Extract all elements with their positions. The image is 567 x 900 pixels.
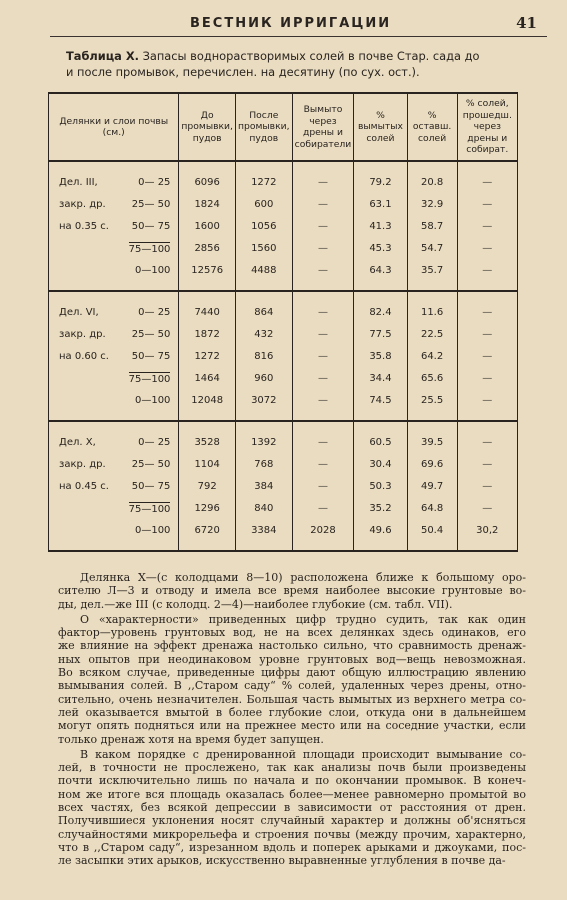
layer-range: 0—100 bbox=[134, 524, 171, 536]
table-row bbox=[49, 259, 518, 281]
drains-value: — bbox=[292, 171, 354, 193]
text-line: случайностями микрорельефа и строения почвы (между прочим, характерно, bbox=[58, 827, 526, 841]
before-value: 1824 bbox=[179, 193, 236, 215]
table-caption-line1: Запасы воднорастворимых солей в почве Стар. сада до bbox=[142, 49, 480, 63]
table-row bbox=[49, 323, 518, 345]
text-line: фактор—уровень грунтовых вод, не на всех делянках здесь одинаков, его bbox=[58, 626, 526, 640]
pct-drains-value: — bbox=[457, 259, 517, 281]
layer-range: 0—100 bbox=[134, 394, 171, 406]
paragraph-3 bbox=[58, 748, 526, 868]
before-value: 12048 bbox=[179, 389, 236, 411]
table-row bbox=[49, 497, 518, 519]
layer-range: 50— 75 bbox=[131, 350, 171, 362]
after-value: 1056 bbox=[235, 215, 292, 237]
drains-value: — bbox=[292, 323, 354, 345]
after-value: 432 bbox=[235, 323, 292, 345]
text-line: Делянка X—(с колодцами 8—10) расположена ближе к большому оро- bbox=[80, 571, 526, 584]
pct-left-value: 39.5 bbox=[407, 431, 457, 453]
pct-left-value: 64.2 bbox=[407, 345, 457, 367]
layer-range: 25— 50 bbox=[131, 328, 171, 340]
text-line: ды, дел.—же III (с колодц. 2—4)—наиболее глубокие (см. табл. VII). bbox=[58, 597, 453, 611]
drains-value: — bbox=[292, 259, 354, 281]
text-line: Получившиеся уклонения носят случайный характер и должны об'ясняться bbox=[58, 814, 526, 828]
layer-range: 75—100 bbox=[128, 373, 171, 385]
after-value: 3072 bbox=[235, 389, 292, 411]
layer-range: 0— 25 bbox=[138, 436, 171, 448]
col-header-washed-drains: Вымыто через дрены и собиратели bbox=[292, 93, 354, 161]
table-row bbox=[49, 453, 518, 475]
paragraph-1 bbox=[58, 571, 526, 611]
before-value: 6096 bbox=[179, 171, 236, 193]
before-value: 1104 bbox=[179, 453, 236, 475]
group-separator bbox=[49, 541, 518, 551]
pct-drains-value: — bbox=[457, 301, 517, 323]
text-line: могут опять подняться или на прежнее место или на соседние участки, если bbox=[58, 719, 526, 733]
plot-label bbox=[49, 389, 116, 411]
plot-label bbox=[49, 519, 116, 541]
journal-title: ВЕСТНИК ИРРИГАЦИИ bbox=[190, 16, 392, 31]
group-separator bbox=[49, 281, 518, 291]
pct-left-value: 25.5 bbox=[407, 389, 457, 411]
pct-drains-value: — bbox=[457, 323, 517, 345]
pct-drains-value: — bbox=[457, 215, 517, 237]
pct-left-value: 20.8 bbox=[407, 171, 457, 193]
after-value: 3384 bbox=[235, 519, 292, 541]
table-row bbox=[49, 519, 518, 541]
pct-drains-value: — bbox=[457, 367, 517, 389]
before-value: 1872 bbox=[179, 323, 236, 345]
plot-label: закр. др. bbox=[49, 193, 116, 215]
pct-washed-value: 41.3 bbox=[354, 215, 407, 237]
pct-washed-value: 49.6 bbox=[354, 519, 407, 541]
before-value: 12576 bbox=[179, 259, 236, 281]
drains-value: — bbox=[292, 193, 354, 215]
after-value: 840 bbox=[235, 497, 292, 519]
page-number: 41 bbox=[516, 14, 537, 32]
pct-left-value: 64.8 bbox=[407, 497, 457, 519]
after-value: 1272 bbox=[235, 171, 292, 193]
pct-left-value: 50.4 bbox=[407, 519, 457, 541]
table-row bbox=[49, 475, 518, 497]
drains-value: — bbox=[292, 475, 354, 497]
table-caption bbox=[66, 48, 536, 80]
before-value: 6720 bbox=[179, 519, 236, 541]
text-line: только дренаж хотя на время будет запущен. bbox=[58, 732, 324, 746]
plot-label bbox=[49, 237, 116, 259]
text-line: всех частях, без всякой депрессии в зависимости от расстояния от дрен. bbox=[58, 801, 526, 815]
pct-washed-value: 63.1 bbox=[354, 193, 407, 215]
layer-range: 75—100 bbox=[128, 243, 171, 255]
plot-label: Дел. X, bbox=[49, 431, 116, 453]
col-header-pct-washed: % вымытых солей bbox=[354, 93, 407, 161]
before-value: 2856 bbox=[179, 237, 236, 259]
text-line: Во всяком случае, приведенные цифры дают общую иллюстрацию явлению bbox=[58, 666, 526, 680]
plot-label bbox=[49, 259, 116, 281]
plot-label bbox=[49, 497, 116, 519]
before-value: 792 bbox=[179, 475, 236, 497]
table-row bbox=[49, 193, 518, 215]
col-header-before: До промывки, пудов bbox=[179, 93, 236, 161]
col-header-pct-left: % оставш. солей bbox=[407, 93, 457, 161]
text-line: лей оказывается вмытой в более глубокие слои, откуда они в дальнейшем bbox=[58, 705, 526, 719]
table-body bbox=[49, 161, 518, 551]
pct-washed-value: 79.2 bbox=[354, 171, 407, 193]
plot-label: на 0.45 с. bbox=[49, 475, 116, 497]
pct-left-value: 54.7 bbox=[407, 237, 457, 259]
pct-washed-value: 60.5 bbox=[354, 431, 407, 453]
pct-drains-value: — bbox=[457, 193, 517, 215]
group-spacer bbox=[49, 161, 518, 171]
plot-label: на 0.35 с. bbox=[49, 215, 116, 237]
before-value: 7440 bbox=[179, 301, 236, 323]
text-line: ных опытов при неодинаковом уровне грунтовых вод—вещь невозможная. bbox=[58, 652, 526, 666]
layer-range: 25— 50 bbox=[131, 198, 171, 210]
salt-reserve-table bbox=[48, 92, 518, 552]
drains-value: — bbox=[292, 389, 354, 411]
pct-left-value: 11.6 bbox=[407, 301, 457, 323]
table-row bbox=[49, 389, 518, 411]
after-value: 816 bbox=[235, 345, 292, 367]
after-value: 4488 bbox=[235, 259, 292, 281]
layer-range: 75—100 bbox=[128, 503, 171, 515]
before-value: 1600 bbox=[179, 215, 236, 237]
group-spacer bbox=[49, 422, 518, 431]
after-value: 384 bbox=[235, 475, 292, 497]
plot-label bbox=[49, 367, 116, 389]
pct-washed-value: 77.5 bbox=[354, 323, 407, 345]
pct-drains-value: — bbox=[457, 345, 517, 367]
table-row bbox=[49, 215, 518, 237]
pct-left-value: 22.5 bbox=[407, 323, 457, 345]
pct-drains-value: 30,2 bbox=[457, 519, 517, 541]
drains-value: — bbox=[292, 367, 354, 389]
col-header-pct-drains: % солей, прошедш. через дрены и собират. bbox=[457, 93, 517, 161]
table-row bbox=[49, 237, 518, 259]
after-value: 1392 bbox=[235, 431, 292, 453]
after-value: 960 bbox=[235, 367, 292, 389]
after-value: 1560 bbox=[235, 237, 292, 259]
text-line: же влияние на эффект дренажа настолько сильно, что сравнимость дренаж- bbox=[58, 639, 526, 653]
layer-range: 25— 50 bbox=[131, 458, 171, 470]
layer-range: 50— 75 bbox=[131, 220, 171, 232]
drains-value: — bbox=[292, 497, 354, 519]
text-line: ном же итоге вся площадь оказалась более—менее равномерно промытой во bbox=[58, 787, 526, 801]
group-spacer bbox=[49, 292, 518, 301]
after-value: 600 bbox=[235, 193, 292, 215]
text-line: сительно, очень незначителен. Большая часть вымытых из верхнего метра со- bbox=[58, 692, 526, 706]
layer-range: 50— 75 bbox=[131, 480, 171, 492]
paragraph-2 bbox=[58, 613, 526, 746]
pct-left-value: 35.7 bbox=[407, 259, 457, 281]
plot-label: на 0.60 с. bbox=[49, 345, 116, 367]
group-separator bbox=[49, 411, 518, 421]
table-label: Таблица X. bbox=[66, 49, 139, 63]
pct-left-value: 32.9 bbox=[407, 193, 457, 215]
body-text bbox=[58, 571, 526, 868]
pct-left-value: 65.6 bbox=[407, 367, 457, 389]
text-line: сителю Л—3 и отводу и имела все время наиболее высокие грунтовые во- bbox=[58, 584, 526, 598]
drains-value: — bbox=[292, 345, 354, 367]
plot-label: закр. др. bbox=[49, 323, 116, 345]
layer-range: 0— 25 bbox=[138, 306, 171, 318]
table-row bbox=[49, 171, 518, 193]
text-line: почти исключительно лишь по начала и по окончании промывок. В конеч- bbox=[58, 774, 526, 788]
text-line: В каком порядке с дренированной площади происходит вымывание со- bbox=[80, 747, 526, 761]
layer-range: 0—100 bbox=[134, 264, 171, 276]
pct-left-value: 69.6 bbox=[407, 453, 457, 475]
pct-washed-value: 64.3 bbox=[354, 259, 407, 281]
pct-drains-value: — bbox=[457, 497, 517, 519]
pct-washed-value: 50.3 bbox=[354, 475, 407, 497]
pct-drains-value: — bbox=[457, 389, 517, 411]
text-line: что в ,,Старом саду“, изрезанном вдоль и поперек арыками и джоуками, пос- bbox=[58, 840, 526, 854]
text-line: лей, в точности не прослежено, так как анализы почв были произведены bbox=[58, 761, 526, 775]
table-row bbox=[49, 345, 518, 367]
pct-drains-value: — bbox=[457, 171, 517, 193]
col-header-after: После промывки, пудов bbox=[235, 93, 292, 161]
pct-drains-value: — bbox=[457, 453, 517, 475]
col-header-plot: Делянки и слои почвы (см.) bbox=[49, 93, 179, 161]
pct-washed-value: 82.4 bbox=[354, 301, 407, 323]
before-value: 3528 bbox=[179, 431, 236, 453]
pct-washed-value: 45.3 bbox=[354, 237, 407, 259]
drains-value: — bbox=[292, 215, 354, 237]
text-line: О «характерности» приведенных цифр трудно судить, так как один bbox=[80, 612, 526, 626]
pct-washed-value: 34.4 bbox=[354, 367, 407, 389]
table-row bbox=[49, 431, 518, 453]
before-value: 1464 bbox=[179, 367, 236, 389]
plot-label: Дел. III, bbox=[49, 171, 116, 193]
drains-value: — bbox=[292, 431, 354, 453]
pct-washed-value: 35.8 bbox=[354, 345, 407, 367]
text-line: ле засыпки этих арыков, искусственно выравненные углубления в почве да- bbox=[58, 854, 506, 868]
pct-drains-value: — bbox=[457, 431, 517, 453]
pct-washed-value: 74.5 bbox=[354, 389, 407, 411]
before-value: 1272 bbox=[179, 345, 236, 367]
table-caption-line2: и после промывок, перечислен. на десятину (по сух. ост.). bbox=[66, 65, 420, 79]
after-value: 864 bbox=[235, 301, 292, 323]
after-value: 768 bbox=[235, 453, 292, 475]
before-value: 1296 bbox=[179, 497, 236, 519]
header-rule bbox=[50, 36, 547, 37]
layer-range: 0— 25 bbox=[138, 176, 171, 188]
table-header-row bbox=[49, 93, 518, 161]
pct-washed-value: 30.4 bbox=[354, 453, 407, 475]
running-header bbox=[40, 14, 547, 38]
pct-left-value: 58.7 bbox=[407, 215, 457, 237]
plot-label: Дел. VI, bbox=[49, 301, 116, 323]
table-row bbox=[49, 367, 518, 389]
drains-value: 2028 bbox=[292, 519, 354, 541]
drains-value: — bbox=[292, 453, 354, 475]
pct-drains-value: — bbox=[457, 475, 517, 497]
pct-drains-value: — bbox=[457, 237, 517, 259]
table-row bbox=[49, 301, 518, 323]
drains-value: — bbox=[292, 237, 354, 259]
text-line: вымывания солей. В ,,Старом саду“ % солей, удаленных через дрены, отно- bbox=[58, 679, 526, 693]
pct-washed-value: 35.2 bbox=[354, 497, 407, 519]
plot-label: закр. др. bbox=[49, 453, 116, 475]
pct-left-value: 49.7 bbox=[407, 475, 457, 497]
drains-value: — bbox=[292, 301, 354, 323]
